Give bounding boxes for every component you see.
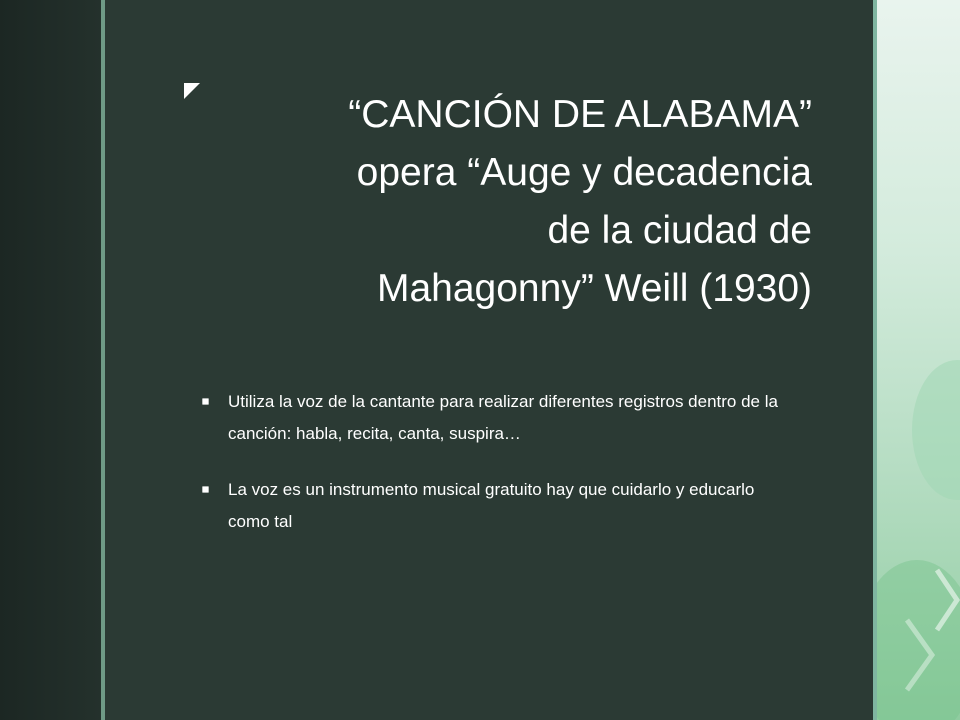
list-item: [198, 386, 798, 450]
decorative-chevrons-icon: [877, 560, 960, 720]
title-line: opera “Auge y decadencia: [356, 151, 812, 194]
decorative-blob: [912, 360, 960, 500]
title-line: Mahagonny” Weill (1930): [377, 267, 812, 310]
bullet-text: Utiliza la voz de la cantante para realizar diferentes registros dentro de la canción: habla, recita, canta, suspira…: [228, 392, 778, 443]
title-line: de la ciudad de: [547, 209, 812, 252]
bullet-list: [198, 386, 798, 562]
triangle-corner-icon: [184, 83, 200, 99]
title-line: “CANCIÓN DE ALABAMA”: [348, 93, 812, 136]
slide-title: [230, 86, 812, 318]
decorative-right-panel: [877, 0, 960, 720]
list-item: [198, 474, 798, 538]
diamond-bullet-icon: [199, 395, 212, 408]
left-sidebar-strip: [0, 0, 102, 720]
diamond-bullet-icon: [199, 483, 212, 496]
bullet-text: La voz es un instrumento musical gratuito hay que cuidarlo y educarlo como tal: [228, 480, 755, 531]
